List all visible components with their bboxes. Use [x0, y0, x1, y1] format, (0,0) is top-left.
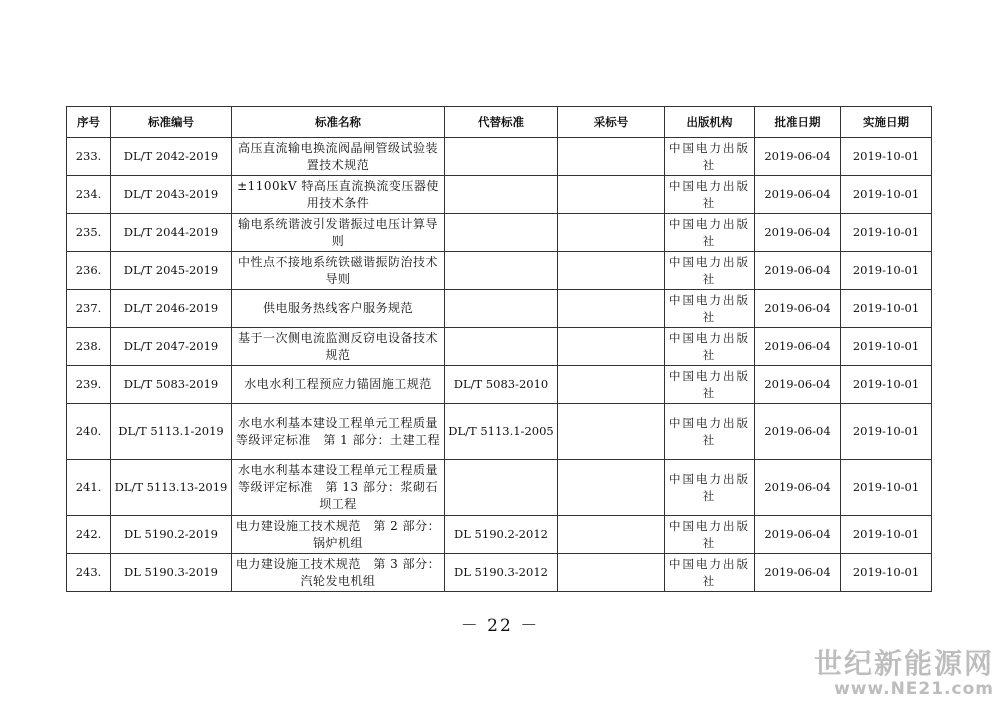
- standards-table: [66, 106, 932, 592]
- cell-effective-date: 2019-10-01: [841, 404, 932, 460]
- cell-replaced-standard: DL 5190.2-2012: [445, 516, 558, 554]
- cell-effective-date: 2019-10-01: [841, 252, 932, 290]
- cell-replaced-standard: [445, 252, 558, 290]
- cell-publisher: 中国电力出版社: [665, 404, 755, 460]
- cell-replaced-standard: DL/T 5083-2010: [445, 366, 558, 404]
- header-effective-date: 实施日期: [841, 107, 932, 138]
- cell-replaced-standard: DL 5190.3-2012: [445, 554, 558, 592]
- watermark-url: www.NE21.com: [834, 679, 994, 699]
- cell-standard-code: DL/T 2044-2019: [111, 214, 232, 252]
- cell-approval-date: 2019-06-04: [755, 214, 841, 252]
- cell-standard-code: DL/T 2047-2019: [111, 328, 232, 366]
- cell-publisher: 中国电力出版社: [665, 554, 755, 592]
- cell-publisher: 中国电力出版社: [665, 290, 755, 328]
- header-approval-date: 批准日期: [755, 107, 841, 138]
- table-row: [67, 138, 932, 176]
- cell-approval-date: 2019-06-04: [755, 138, 841, 176]
- cell-replaced-standard: [445, 138, 558, 176]
- cell-approval-date: 2019-06-04: [755, 290, 841, 328]
- cell-adopted-standard: [558, 290, 665, 328]
- header-publisher: 出版机构: [665, 107, 755, 138]
- cell-effective-date: 2019-10-01: [841, 366, 932, 404]
- cell-effective-date: 2019-10-01: [841, 328, 932, 366]
- cell-approval-date: 2019-06-04: [755, 366, 841, 404]
- cell-adopted-standard: [558, 214, 665, 252]
- table-header-row: [67, 107, 932, 138]
- header-standard-code: 标准编号: [111, 107, 232, 138]
- cell-standard-code: DL 5190.3-2019: [111, 554, 232, 592]
- cell-serial: 238.: [67, 328, 111, 366]
- cell-serial: 239.: [67, 366, 111, 404]
- cell-publisher: 中国电力出版社: [665, 252, 755, 290]
- table-row: [67, 214, 932, 252]
- table-row: [67, 328, 932, 366]
- cell-standard-name: 电力建设施工技术规范 第 2 部分：锅炉机组: [232, 516, 445, 554]
- cell-standard-name: 中性点不接地系统铁磁谐振防治技术导则: [232, 252, 445, 290]
- cell-replaced-standard: [445, 290, 558, 328]
- cell-serial: 243.: [67, 554, 111, 592]
- table-row: [67, 554, 932, 592]
- table-row: [67, 460, 932, 516]
- cell-standard-code: DL/T 2045-2019: [111, 252, 232, 290]
- table-row: [67, 252, 932, 290]
- cell-replaced-standard: [445, 328, 558, 366]
- cell-adopted-standard: [558, 328, 665, 366]
- cell-approval-date: 2019-06-04: [755, 404, 841, 460]
- cell-adopted-standard: [558, 176, 665, 214]
- cell-standard-code: DL/T 5113.13-2019: [111, 460, 232, 516]
- cell-replaced-standard: [445, 214, 558, 252]
- cell-adopted-standard: [558, 404, 665, 460]
- cell-effective-date: 2019-10-01: [841, 554, 932, 592]
- cell-approval-date: 2019-06-04: [755, 516, 841, 554]
- site-watermark: [814, 649, 994, 699]
- cell-standard-code: DL/T 2043-2019: [111, 176, 232, 214]
- cell-standard-code: DL/T 2042-2019: [111, 138, 232, 176]
- cell-standard-name: 输电系统谐波引发谐振过电压计算导则: [232, 214, 445, 252]
- cell-effective-date: 2019-10-01: [841, 138, 932, 176]
- cell-standard-code: DL/T 5113.1-2019: [111, 404, 232, 460]
- cell-publisher: 中国电力出版社: [665, 214, 755, 252]
- table-row: [67, 516, 932, 554]
- cell-standard-code: DL/T 2046-2019: [111, 290, 232, 328]
- cell-approval-date: 2019-06-04: [755, 460, 841, 516]
- cell-approval-date: 2019-06-04: [755, 554, 841, 592]
- table-row: [67, 366, 932, 404]
- page-number: － 22 －: [460, 616, 540, 636]
- table-row: [67, 290, 932, 328]
- header-standard-name: 标准名称: [232, 107, 445, 138]
- cell-serial: 236.: [67, 252, 111, 290]
- cell-serial: 233.: [67, 138, 111, 176]
- cell-standard-name: 高压直流输电换流阀晶闸管级试验装置技术规范: [232, 138, 445, 176]
- cell-effective-date: 2019-10-01: [841, 176, 932, 214]
- cell-adopted-standard: [558, 366, 665, 404]
- cell-serial: 234.: [67, 176, 111, 214]
- watermark-name: 世纪新能源网: [813, 647, 994, 680]
- cell-approval-date: 2019-06-04: [755, 176, 841, 214]
- cell-serial: 240.: [67, 404, 111, 460]
- cell-adopted-standard: [558, 460, 665, 516]
- table-row: [67, 404, 932, 460]
- cell-publisher: 中国电力出版社: [665, 328, 755, 366]
- cell-effective-date: 2019-10-01: [841, 290, 932, 328]
- cell-publisher: 中国电力出版社: [665, 516, 755, 554]
- cell-effective-date: 2019-10-01: [841, 214, 932, 252]
- cell-serial: 241.: [67, 460, 111, 516]
- cell-replaced-standard: [445, 460, 558, 516]
- cell-effective-date: 2019-10-01: [841, 460, 932, 516]
- cell-standard-name: 基于一次侧电流监测反窃电设备技术规范: [232, 328, 445, 366]
- cell-standard-name: ±1100kV 特高压直流换流变压器使用技术条件: [232, 176, 445, 214]
- cell-replaced-standard: [445, 176, 558, 214]
- cell-standard-code: DL/T 5083-2019: [111, 366, 232, 404]
- header-replaced-standard: 代替标准: [445, 107, 558, 138]
- cell-approval-date: 2019-06-04: [755, 328, 841, 366]
- cell-adopted-standard: [558, 252, 665, 290]
- cell-effective-date: 2019-10-01: [841, 516, 932, 554]
- cell-standard-code: DL 5190.2-2019: [111, 516, 232, 554]
- cell-publisher: 中国电力出版社: [665, 176, 755, 214]
- cell-publisher: 中国电力出版社: [665, 366, 755, 404]
- cell-standard-name: 电力建设施工技术规范 第 3 部分：汽轮发电机组: [232, 554, 445, 592]
- cell-publisher: 中国电力出版社: [665, 460, 755, 516]
- cell-standard-name: 水电水利工程预应力锚固施工规范: [232, 366, 445, 404]
- cell-adopted-standard: [558, 138, 665, 176]
- cell-standard-name: 水电水利基本建设工程单元工程质量等级评定标准 第 1 部分：土建工程: [232, 404, 445, 460]
- cell-publisher: 中国电力出版社: [665, 138, 755, 176]
- cell-adopted-standard: [558, 516, 665, 554]
- table-row: [67, 176, 932, 214]
- cell-serial: 242.: [67, 516, 111, 554]
- cell-standard-name: 供电服务热线客户服务规范: [232, 290, 445, 328]
- cell-replaced-standard: DL/T 5113.1-2005: [445, 404, 558, 460]
- cell-serial: 237.: [67, 290, 111, 328]
- cell-serial: 235.: [67, 214, 111, 252]
- header-adopted-standard: 采标号: [558, 107, 665, 138]
- header-serial: 序号: [67, 107, 111, 138]
- cell-approval-date: 2019-06-04: [755, 252, 841, 290]
- cell-adopted-standard: [558, 554, 665, 592]
- cell-standard-name: 水电水利基本建设工程单元工程质量等级评定标准 第 13 部分：浆砌石坝工程: [232, 460, 445, 516]
